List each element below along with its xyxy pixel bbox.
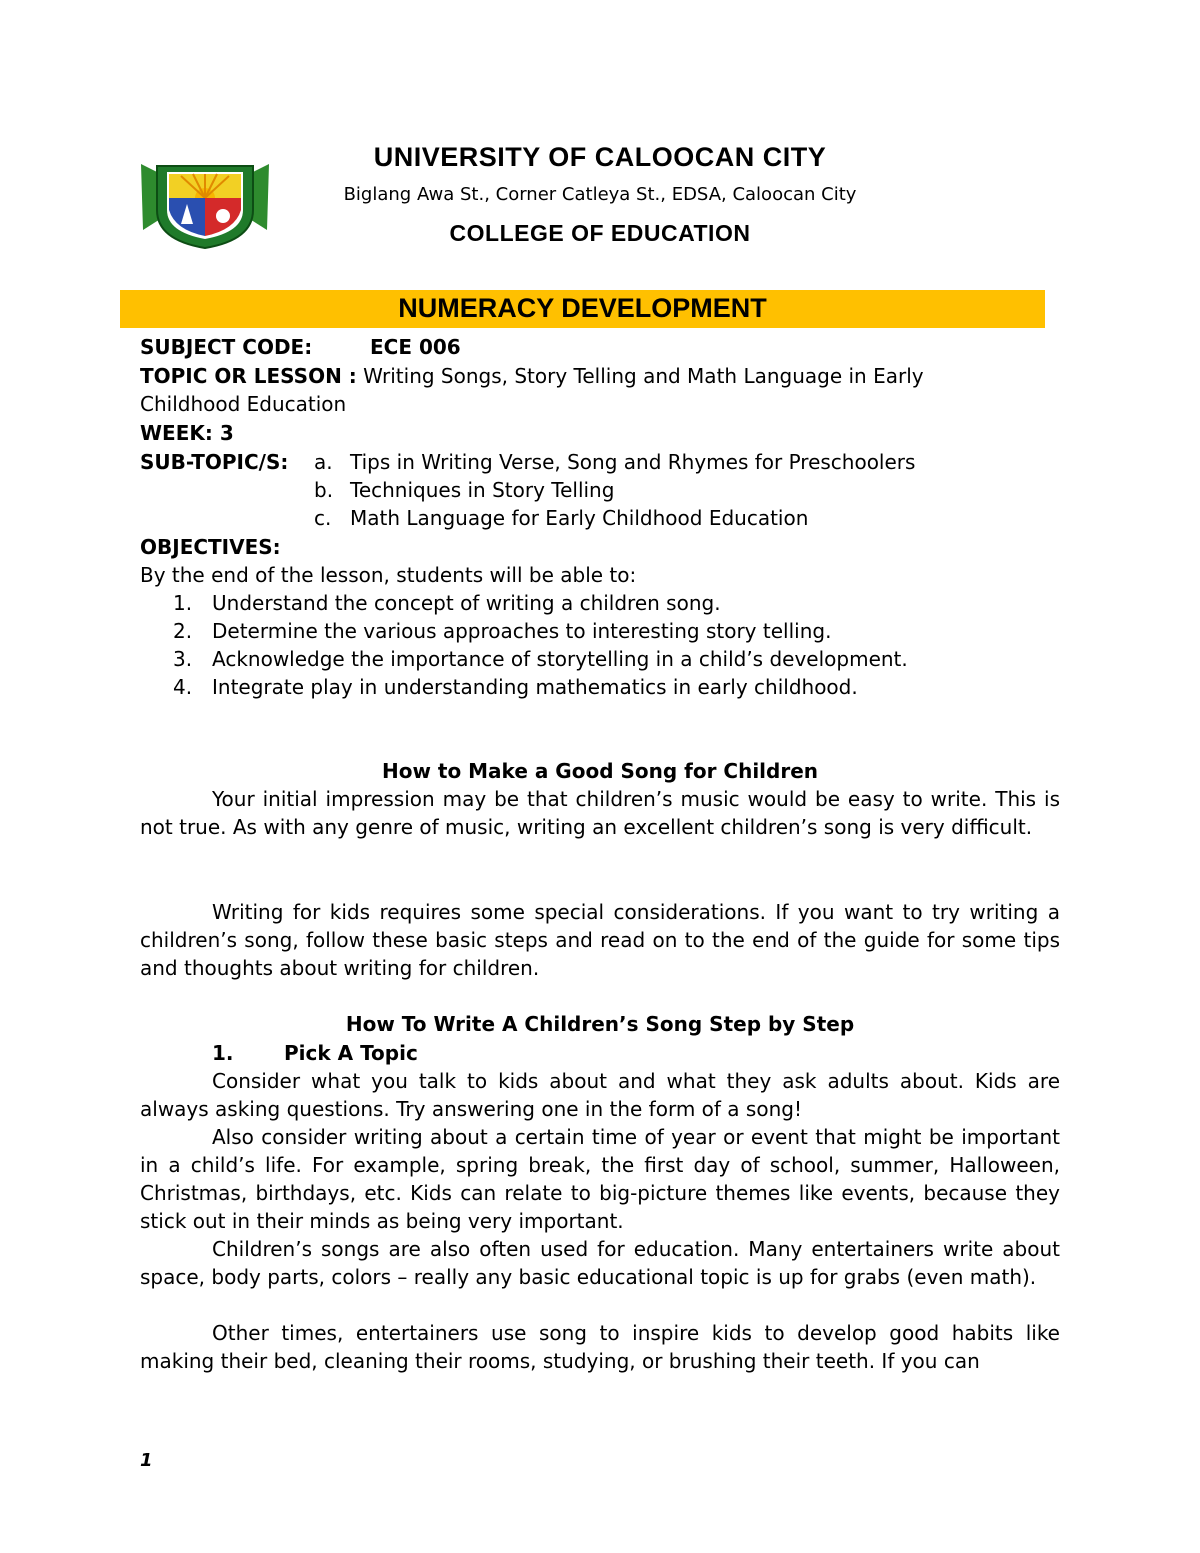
university-seal-icon [135, 160, 275, 250]
subtopic-item: Math Language for Early Childhood Education [350, 506, 809, 530]
subtopic-item: Tips in Writing Verse, Song and Rhymes for Preschoolers [350, 450, 916, 474]
paragraph: Also consider writing about a certain time of year or event that might be important in a child’s life. For example, spring break, the first day of school, summer, Halloween, Christmas, birthdays, etc. Kids can relate to big-picture themes like events, because they stick out in their minds as being very important. [140, 1125, 1060, 1233]
topic-label: TOPIC OR LESSON : [140, 364, 357, 388]
section-heading: How To Write A Children’s Song Step by Step [345, 1012, 855, 1036]
page-number: 1 [140, 1450, 153, 1471]
week-label: WEEK: 3 [140, 421, 234, 445]
objective-item: Acknowledge the importance of storytelling in a child’s development. [212, 647, 908, 671]
objective-marker: 1. [173, 591, 193, 615]
university-name: UNIVERSITY OF CALOOCAN CITY [373, 142, 827, 172]
objective-marker: 2. [173, 619, 193, 643]
section-heading: How to Make a Good Song for Children [381, 759, 819, 783]
subject-code-value: ECE 006 [370, 335, 461, 359]
topic-value: Writing Songs, Story Telling and Math Language in Early [356, 364, 924, 388]
paragraph: Writing for kids requires some special considerations. If you want to try writing a children’s song, follow these basic steps and read on to the end of the guide for some tips and thoughts about writing for children. [140, 900, 1060, 980]
topic-value-continued: Childhood Education [140, 392, 347, 416]
subtopic-marker: b. [314, 478, 334, 502]
subtopic-marker: c. [314, 506, 332, 530]
objective-marker: 4. [173, 675, 193, 699]
objective-item: Determine the various approaches to interesting story telling. [212, 619, 832, 643]
step-title: Pick A Topic [284, 1041, 418, 1065]
topic-line [140, 362, 1000, 390]
objective-item: Integrate play in understanding mathematics in early childhood. [212, 675, 858, 699]
step-number: 1. [212, 1041, 234, 1065]
subject-code-label: SUBJECT CODE: [140, 335, 313, 359]
paragraph: Other times, entertainers use song to inspire kids to develop good habits like making their bed, cleaning their rooms, studying, or brushing their teeth. If you can [140, 1321, 1060, 1373]
course-title: NUMERACY DEVELOPMENT [398, 293, 767, 323]
objective-marker: 3. [173, 647, 193, 671]
paragraph: Consider what you talk to kids about and what they ask adults about. Kids are always asking questions. Try answering one in the form of a song! [140, 1069, 1060, 1121]
subtopics-label: SUB-TOPIC/S: [140, 450, 289, 474]
university-address: Biglang Awa St., Corner Catleya St., EDSA, Caloocan City [343, 184, 857, 205]
paragraph: Children’s songs are also often used for education. Many entertainers write about space, body parts, colors – really any basic educational topic is up for grabs (even math). [140, 1237, 1060, 1289]
subtopic-marker: a. [314, 450, 333, 474]
objective-item: Understand the concept of writing a children song. [212, 591, 721, 615]
objectives-intro: By the end of the lesson, students will be able to: [140, 563, 637, 587]
objectives-label: OBJECTIVES: [140, 535, 281, 559]
subtopic-item: Techniques in Story Telling [350, 478, 615, 502]
paragraph: Your initial impression may be that children’s music would be easy to write. This is not true. As with any genre of music, writing an excellent children’s song is very difficult. [140, 787, 1060, 839]
college-name: COLLEGE OF EDUCATION [449, 220, 751, 246]
